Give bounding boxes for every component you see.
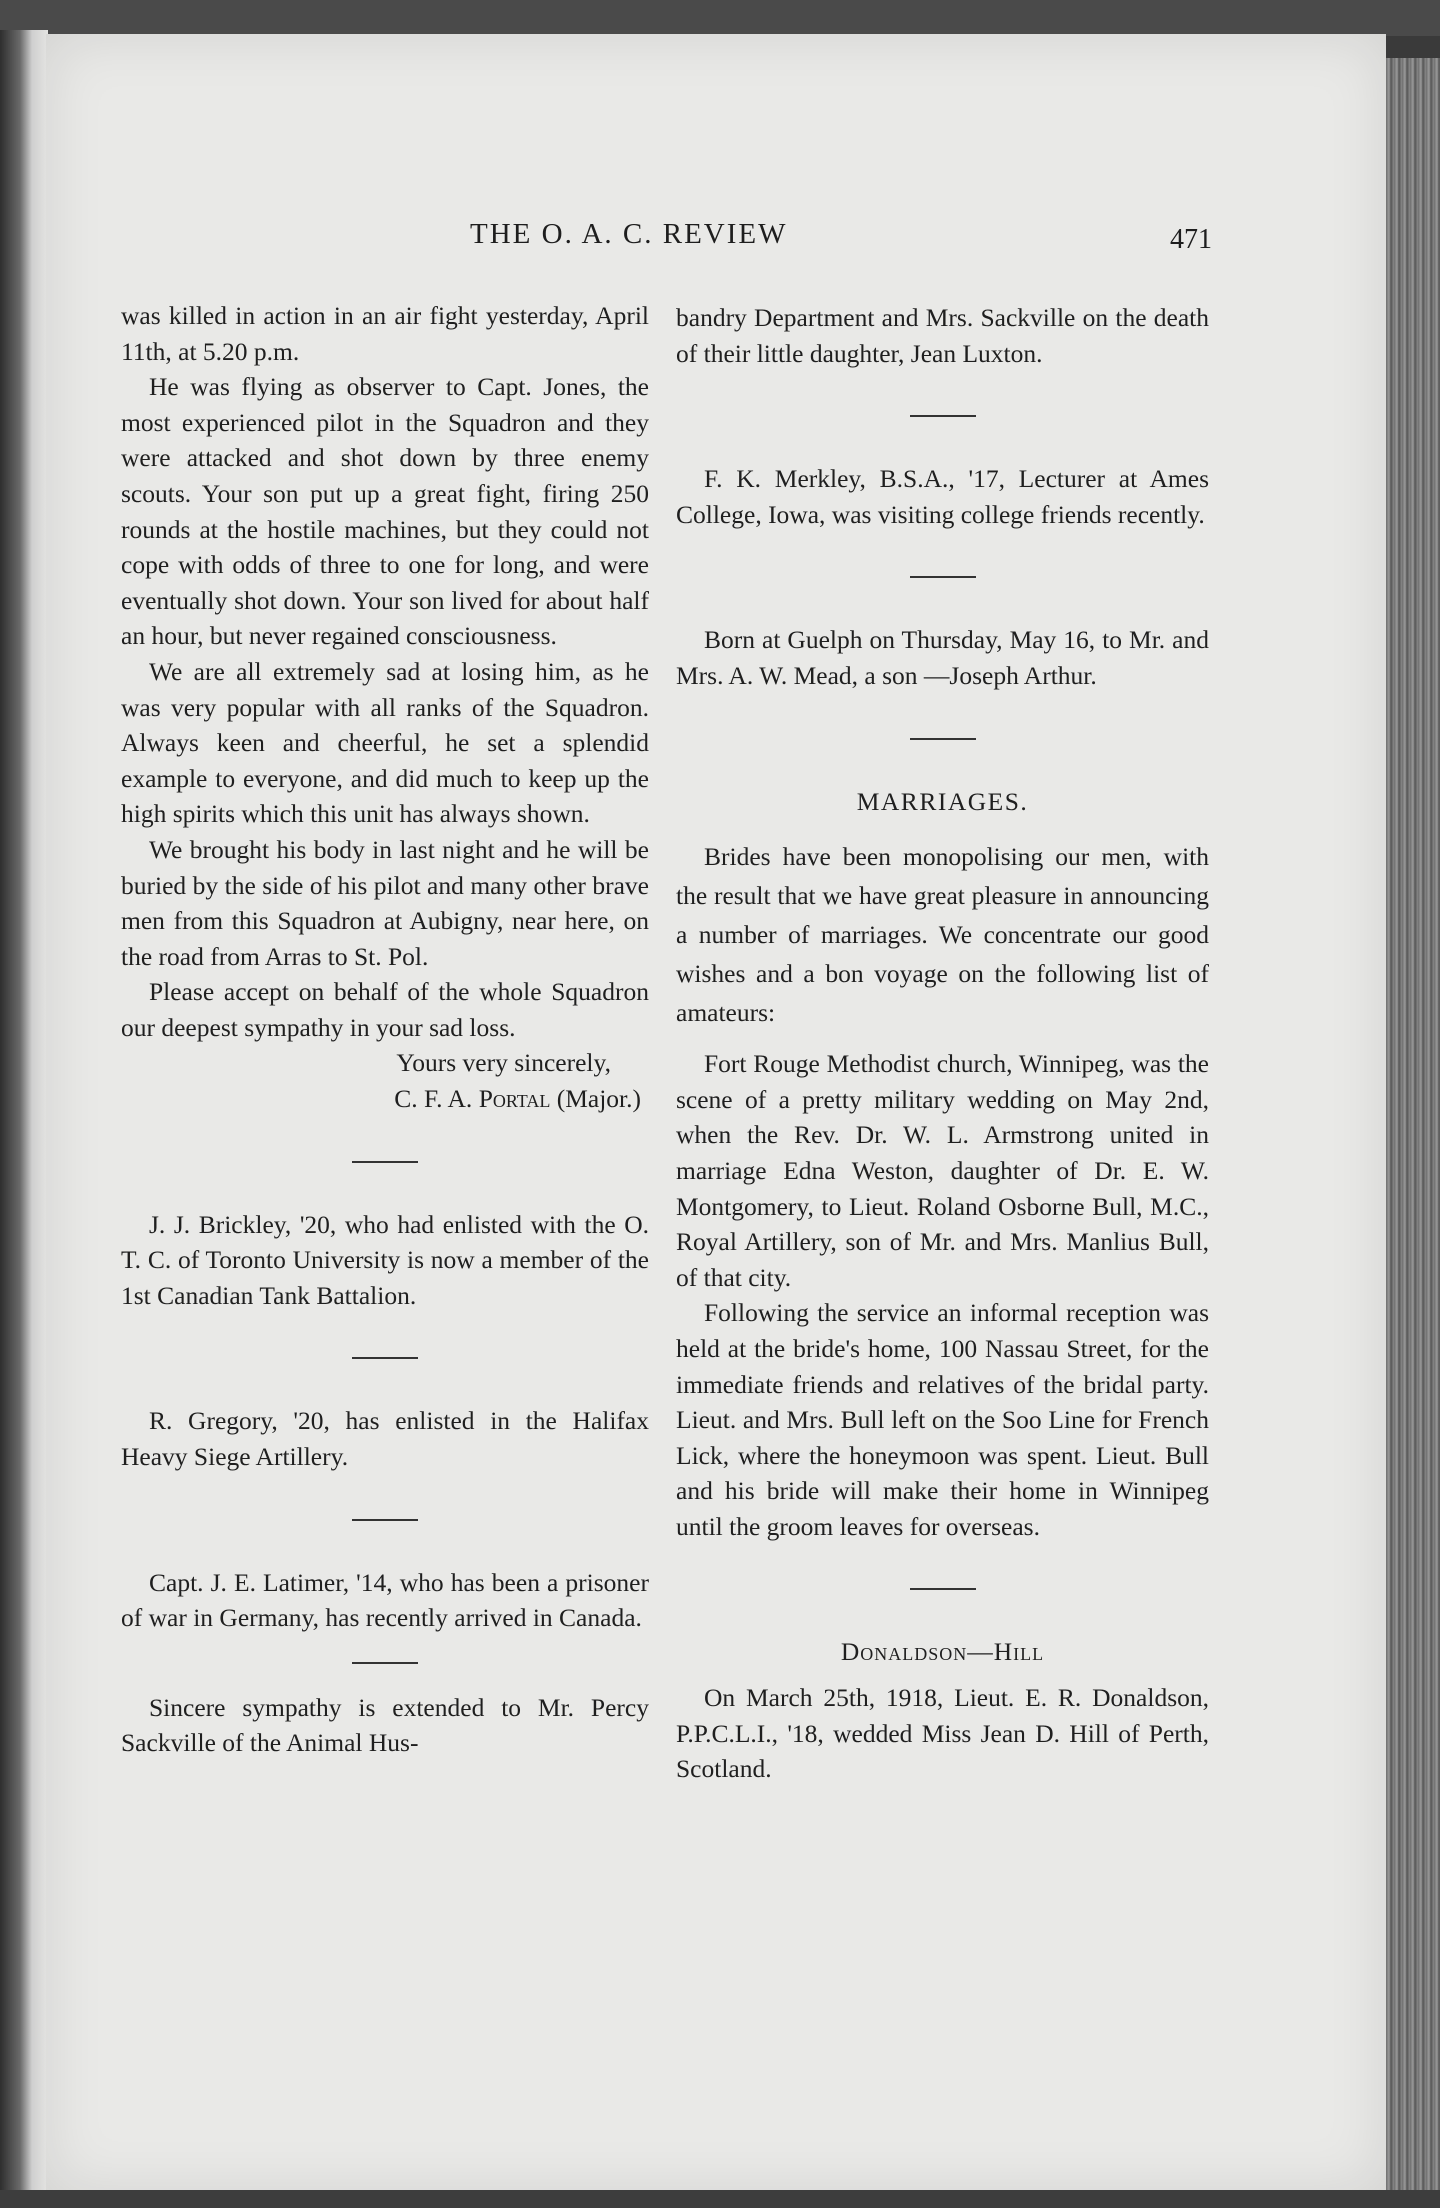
letter-paragraph: Please accept on behalf of the whole Squadron our deepest sympathy in your sad loss. [121,977,649,1042]
book-page-edges [1386,58,1440,2198]
news-item-latimer: Capt. J. E. Latimer, '14, who has been a prisoner of war in Germany, has recently arrived in Canada. [121,1567,649,1633]
section-divider [910,1588,976,1590]
news-item-sympathy: Sincere sympathy is extended to Mr. Percy Sackville of the Animal Hus- [121,1692,649,1758]
page-number: 471 [1170,224,1212,255]
section-divider [352,1662,418,1664]
letter-paragraph: was killed in action in an air fight yesterday, April 11th, at 5.20 p.m. [121,301,649,366]
signature-name: Portal [478,1084,551,1114]
marriages-intro: Brides have been monopolising our men, with the result that we have great pleasure in announcing a number of marriages. We concentrate our good wishes and a bon voyage on the following list of amateurs: [676,842,1209,1028]
section-divider [910,415,976,417]
letter-signature [121,1081,649,1117]
donaldson-hill-heading: Donaldson—Hill [840,1637,1045,1667]
section-divider [352,1357,418,1359]
signature-initials: C. F. A. [394,1084,473,1114]
news-item-brickley: J. J. Brickley, '20, who had enlisted with the O. T. C. of Toronto University is now a member of the 1st Canadian Tank Battalion. [121,1209,649,1310]
news-item-birth: Born at Guelph on Thursday, May 16, to Mr. and Mrs. A. W. Mead, a son —Joseph Arthur. [676,625,1209,690]
donaldson-paragraph: On March 25th, 1918, Lieut. E. R. Donaldson, P.P.C.L.I., '18, wedded Miss Jean D. Hill of Perth, Scotland. [676,1683,1209,1784]
book-gutter-edge [0,30,48,2195]
section-divider [910,576,976,578]
news-item-sympathy-continued: bandry Department and Mrs. Sackville on the death of their little daughter, Jean Luxton. [676,303,1209,368]
scan-border-top [0,0,1440,36]
wedding-paragraph: Following the service an informal reception was held at the bride's home, 100 Nassau Street, for the immediate friends and relatives of the bridal party. Lieut. and Mrs. Bull left on the Soo Line for French Lick, where the honeymoon was spent. Lieut. Bull and his bride will make their home in Winnipeg until the groom leaves for overseas. [676,1298,1209,1541]
letter-paragraph: We are all extremely sad at losing him, as he was very popular with all ranks of the Squadron. Always keen and cheerful, he set a splendid example to everyone, and did much to keep up the high spirits which this unit has always shown. [121,656,649,829]
section-divider [910,738,976,740]
running-header: THE O. A. C. REVIEW [470,218,788,250]
letter-paragraph: We brought his body in last night and he will be buried by the side of his pilot and many other brave men from this Squadron at Aubigny, near here, on the road from Arras to St. Pol. [121,834,649,971]
right-column [676,300,1209,1787]
left-column [121,298,649,1761]
section-divider [352,1519,418,1521]
wedding-paragraph: Fort Rouge Methodist church, Winnipeg, was the scene of a pretty military wedding on May 2nd, when the Rev. Dr. W. L. Armstrong united in marriage Edna Weston, daughter of Dr. E. W. Montgomery, to Lieut. Roland Osborne Bull, M.C., Royal Artillery, son of Mr. and Mrs. Manlius Bull, of that city. [676,1049,1209,1292]
scan-border-bottom [0,2190,1440,2208]
letter-closing: Yours very sincerely, [396,1048,611,1078]
news-item-merkley: F. K. Merkley, B.S.A., '17, Lecturer at Ames College, Iowa, was visiting college friends recently. [676,464,1209,529]
news-item-gregory: R. Gregory, '20, has enlisted in the Halifax Heavy Siege Artillery. [121,1406,649,1472]
letter-paragraph: He was flying as observer to Capt. Jones, the most experienced pilot in the Squadron and they were attacked and shot down by three enemy scouts. Your son put up a great fight, firing 250 rounds at the hostile machines, but they could not cope with odds of three to one for long, and were eventually shot down. Your son lived for about half an hour, but never regained consciousness. [121,372,649,651]
section-divider [352,1161,418,1163]
signature-rank: (Major.) [556,1084,641,1114]
marriages-heading: MARRIAGES. [856,786,1029,816]
